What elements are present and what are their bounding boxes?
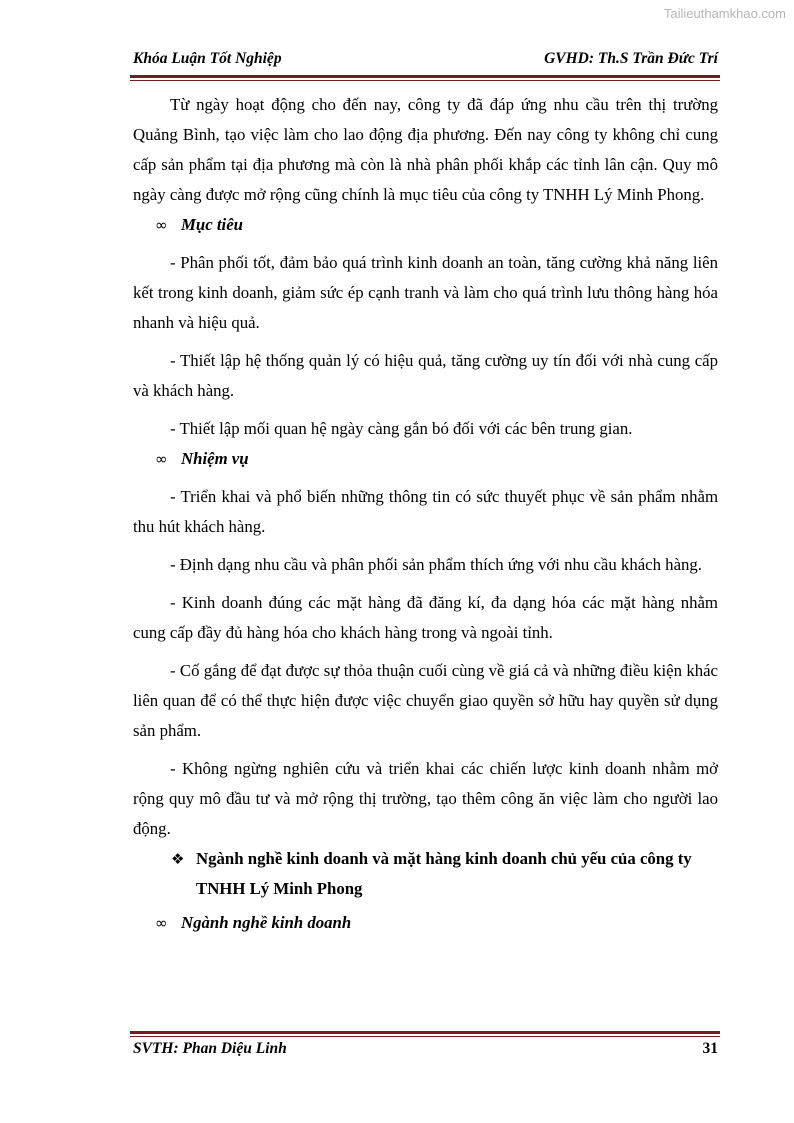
list-item: - Kinh doanh đúng các mặt hàng đã đăng kí, đa dạng hóa các mặt hàng nhằm cung cấp đầy đủ hàng hóa cho khách hàng trong và ngoài tỉnh.: [133, 593, 718, 642]
list-item: - Thiết lập mối quan hệ ngày càng gắn bó đối với các bên trung gian.: [170, 419, 633, 438]
infinity-bullet-icon: ∞: [155, 914, 168, 932]
header-rule-thin: [130, 80, 720, 81]
footer-rule-thick: [130, 1031, 720, 1034]
header-rule-thick: [130, 75, 720, 78]
list-item: - Triển khai và phổ biến những thông tin có sức thuyết phục về sản phẩm nhằm thu hút khách hàng.: [133, 487, 718, 536]
page-footer: [133, 1040, 718, 1062]
infinity-bullet-icon: ∞: [155, 216, 168, 234]
heading-label: Ngành nghề kinh doanh: [181, 913, 352, 932]
intro-paragraph: Từ ngày hoạt động cho đến nay, công ty đã đáp ứng nhu cầu trên thị trường Quảng Bình, tạo việc làm cho lao động địa phương. Đến nay công ty không chỉ cung cấp sản phẩm tại địa phương mà còn là nhà phân phối khắp các tỉnh lân cận. Quy mô ngày càng được mở rộng cũng chính là mục tiêu của công ty TNHH Lý Minh Phong.: [133, 95, 718, 204]
list-item: - Không ngừng nghiên cứu và triển khai các chiến lược kinh doanh nhằm mở rộng quy mô đầu tư và mở rộng thị trường, tạo thêm công ăn việc làm cho người lao động.: [133, 759, 718, 838]
list-item: - Định dạng nhu cầu và phân phối sản phẩm thích ứng với nhu cầu khách hàng.: [170, 555, 703, 574]
footer-author: SVTH: Phan Diệu Linh: [133, 1040, 287, 1057]
list-item: - Phân phối tốt, đảm bảo quá trình kinh doanh an toàn, tăng cường khả năng liên kết trong kinh doanh, giảm sức ép cạnh tranh và làm cho quá trình lưu thông hàng hóa nhanh và hiệu quả.: [133, 253, 718, 332]
footer-rule-thin: [130, 1036, 720, 1037]
list-item: - Thiết lập hệ thống quản lý có hiệu quả, tăng cường uy tín đối với nhà cung cấp và khách hàng.: [133, 351, 718, 400]
infinity-bullet-icon: ∞: [155, 450, 168, 468]
watermark: Tailieuthamkhao.com: [663, 6, 786, 21]
heading-nganh-nghe: [133, 908, 718, 938]
heading-label: Nhiệm vụ: [181, 449, 249, 468]
page-content: [133, 90, 718, 938]
page-header: [133, 50, 718, 70]
section-heading-text: Ngành nghề kinh doanh và mặt hàng kinh doanh chủ yếu của công ty TNHH Lý Minh Phong: [196, 849, 692, 898]
diamond-bullet-icon: ❖: [171, 850, 185, 868]
section-heading: [133, 844, 718, 904]
header-title: Khóa Luận Tốt Nghiệp: [133, 50, 282, 67]
heading-muc-tieu: [133, 210, 718, 240]
page-number: 31: [702, 1040, 718, 1057]
heading-label: Mục tiêu: [181, 215, 244, 234]
header-advisor: GVHD: Th.S Trần Đức Trí: [544, 50, 718, 67]
heading-nhiem-vu: [133, 444, 718, 474]
list-item: - Cố gắng để đạt được sự thỏa thuận cuối cùng về giá cả và những điều kiện khác liên quan để có thể thực hiện được việc chuyển giao quyền sở hữu hay quyền sử dụng sản phẩm.: [133, 661, 718, 740]
